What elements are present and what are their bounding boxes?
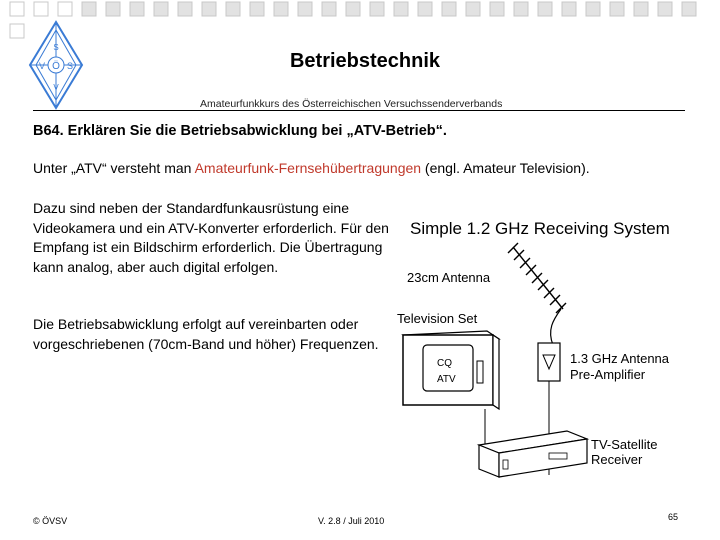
receiver-label-1: TV-Satellite — [591, 437, 658, 452]
antenna-label: 23cm Antenna — [407, 270, 491, 285]
page-subtitle: Amateurfunkkurs des Österreichischen Versuchssenderverbands — [200, 98, 503, 110]
footer-copyright: © ÖVSV — [33, 516, 68, 526]
svg-text:V: V — [53, 83, 59, 92]
decorative-squares — [0, 0, 720, 40]
tv-screen-text-1: CQ — [437, 358, 452, 369]
svg-text:S: S — [66, 61, 74, 71]
page-number: 65 — [668, 512, 679, 522]
equipment-paragraph: Dazu sind neben der Standardfunkausrüstung eine Videokamera und ein ATV-Konverter erforderlich. Für den Empfang ist ein Bildschirm erforderlich. Die Übertragung kann analog, aber auch digital erfolgen. — [33, 200, 389, 275]
intro-highlight: Amateurfunk-Fernsehübertragungen — [194, 160, 422, 176]
intro-before: Unter „ATV“ versteht man — [33, 160, 195, 176]
svg-text:V: V — [38, 61, 46, 71]
satellite-receiver — [479, 431, 587, 477]
preamp-label-2: Pre-Amplifier — [570, 367, 646, 382]
receiver-label-2: Receiver — [591, 452, 643, 467]
footer-version: V. 2.8 / Juli 2010 — [318, 516, 385, 526]
tv-label: Television Set — [397, 311, 478, 326]
question-heading: B64. Erklären Sie die Betriebsabwicklung bei „ATV-Betrieb“. — [33, 123, 447, 139]
intro-paragraph — [33, 160, 590, 176]
header-divider — [33, 110, 685, 111]
svg-text:S: S — [53, 43, 59, 52]
tv-screen-text-2: ATV — [437, 374, 456, 385]
page-title: Betriebstechnik — [289, 50, 441, 72]
television-set — [403, 331, 499, 409]
preamp-label-1: 1.3 GHz Antenna — [570, 351, 670, 366]
svg-text:Ö: Ö — [52, 61, 60, 72]
operation-paragraph: Die Betriebsabwicklung erfolgt auf vereinbarten oder vorgeschriebenen (70cm-Band und höher) Frequenzen. — [33, 316, 379, 352]
yagi-antenna — [508, 243, 566, 313]
intro-after: (engl. Amateur Television). — [421, 160, 590, 176]
atv-receiving-diagram — [395, 205, 715, 485]
diagram-title: Simple 1.2 GHz Receiving System — [410, 219, 670, 238]
antenna-cable — [551, 309, 561, 345]
